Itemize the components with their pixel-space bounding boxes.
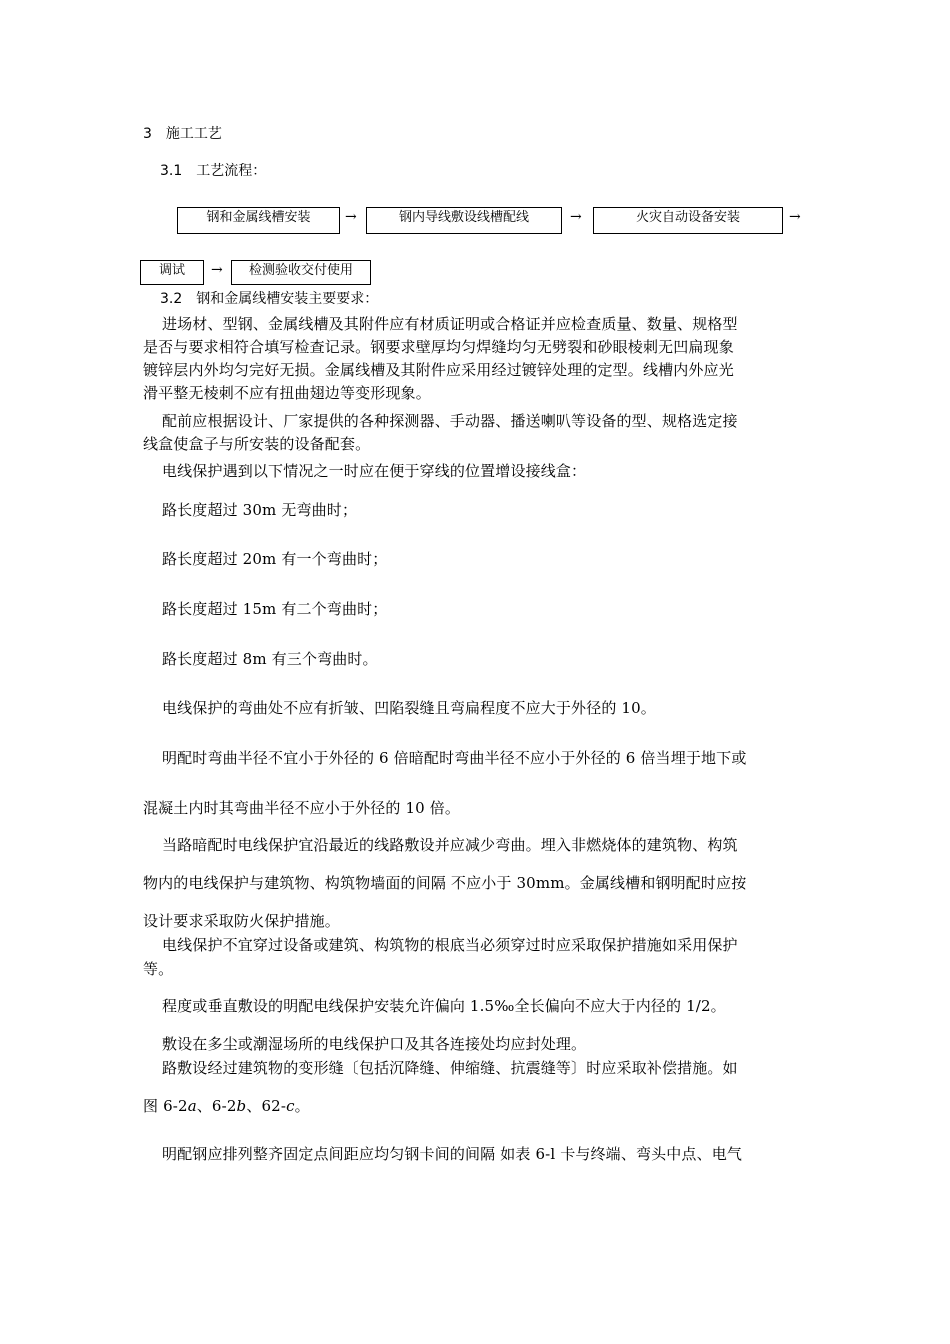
case-item-4: 路长度超过 8m 有三个弯曲时。	[162, 650, 378, 668]
case-item-2: 路长度超过 20m 有一个弯曲时；	[162, 550, 388, 568]
case-item-1: 路长度超过 30m 无弯曲时；	[162, 501, 358, 519]
flow-step-5: 检测验收交付使用	[231, 260, 371, 285]
flow-arrow-2: →	[570, 209, 582, 225]
flow-arrow-3: →	[789, 209, 801, 225]
paragraph-materials-line-1: 进场材、型钢、金属线槽及其附件应有材质证明或合格证并应检查质量、数量、规格型	[162, 315, 738, 333]
flow-arrow-1: →	[345, 209, 357, 225]
paragraph-exposed-pipe: 明配钢应排列整齐固定点间距应均匀钢卡间的间隔 如表 6-l 卡与终端、弯头中点、电气	[162, 1145, 743, 1163]
flow-step-2: 钢内导线敷设线槽配线	[366, 207, 562, 234]
flow-arrow-4: →	[211, 262, 223, 278]
paragraph-bend-radius-line-2: 混凝土内时其弯曲半径不应小于外径的 10 倍。	[143, 799, 461, 817]
paragraph-materials-line-4: 滑平整无棱刺不应有扭曲翅边等变形现象。	[143, 384, 431, 402]
paragraph-foundation-line-2: 等。	[143, 960, 174, 978]
case-item-3: 路长度超过 15m 有二个弯曲时；	[162, 600, 388, 618]
paragraph-figure-reference: 图 6-2a、6-2b、62-c。	[143, 1097, 310, 1115]
paragraph-bend-wrinkle: 电线保护的弯曲处不应有折皱、凹陷裂缝且弯扁程度不应大于外径的 10。	[162, 699, 656, 717]
paragraph-materials-line-3: 镀锌层内外均匀完好无损。金属线槽及其附件应采用经过镀锌处理的定型。线槽内外应光	[143, 361, 734, 379]
flow-step-1: 钢和金属线槽安装	[177, 207, 340, 234]
subsection-title-process: 3.1 工艺流程：	[160, 163, 267, 179]
paragraph-add-box: 电线保护遇到以下情况之一时应在便于穿线的位置增设接线盒：	[162, 462, 587, 480]
paragraph-foundation-line-1: 电线保护不宜穿过设备或建筑、构筑物的根底当必须穿过时应采取保护措施如采用保护	[162, 936, 738, 954]
paragraph-deviation: 程度或垂直敷设的明配电线保护安装允许偏向 1.5‰全长偏向不应大于内径的 1/2。	[162, 997, 726, 1015]
paragraph-deformation-joint: 路敷设经过建筑物的变形缝〔包括沉降缝、伸缩缝、抗震缝等〕时应采取补偿措施。如	[162, 1059, 738, 1077]
paragraph-bend-radius-line-1: 明配时弯曲半径不宜小于外径的 6 倍暗配时弯曲半径不应小于外径的 6 倍当埋于地下或	[162, 749, 747, 767]
paragraph-materials-line-2: 是否与要求相符合填写检查记录。钢要求壁厚均匀焊缝均匀无劈裂和砂眼棱刺无凹扁现象	[143, 338, 734, 356]
flow-step-4: 调试	[140, 260, 204, 285]
paragraph-seal: 敷设在多尘或潮湿场所的电线保护口及其各连接处均应封处理。	[162, 1035, 587, 1053]
section-title: 3 施工工艺	[143, 126, 222, 142]
paragraph-junction-box-line-2: 线盒使盒子与所安装的设备配套。	[143, 435, 371, 453]
paragraph-concealed-line-3: 设计要求采取防火保护措施。	[143, 912, 340, 930]
paragraph-concealed-line-2: 物内的电线保护与建筑物、构筑物墙面的间隔 不应小于 30mm。金属线槽和钢明配时应按	[143, 874, 747, 892]
subsection-title-install: 3.2 钢和金属线槽安装主要要求：	[160, 291, 379, 307]
paragraph-junction-box-line-1: 配前应根据设计、厂家提供的各种探测器、手动器、播送喇叭等设备的型、规格选定接	[162, 412, 738, 430]
flow-step-3: 火灾自动设备安装	[593, 207, 783, 234]
paragraph-concealed-line-1: 当路暗配时电线保护宜沿最近的线路敷设并应减少弯曲。埋入非燃烧体的建筑物、构筑	[162, 836, 738, 854]
